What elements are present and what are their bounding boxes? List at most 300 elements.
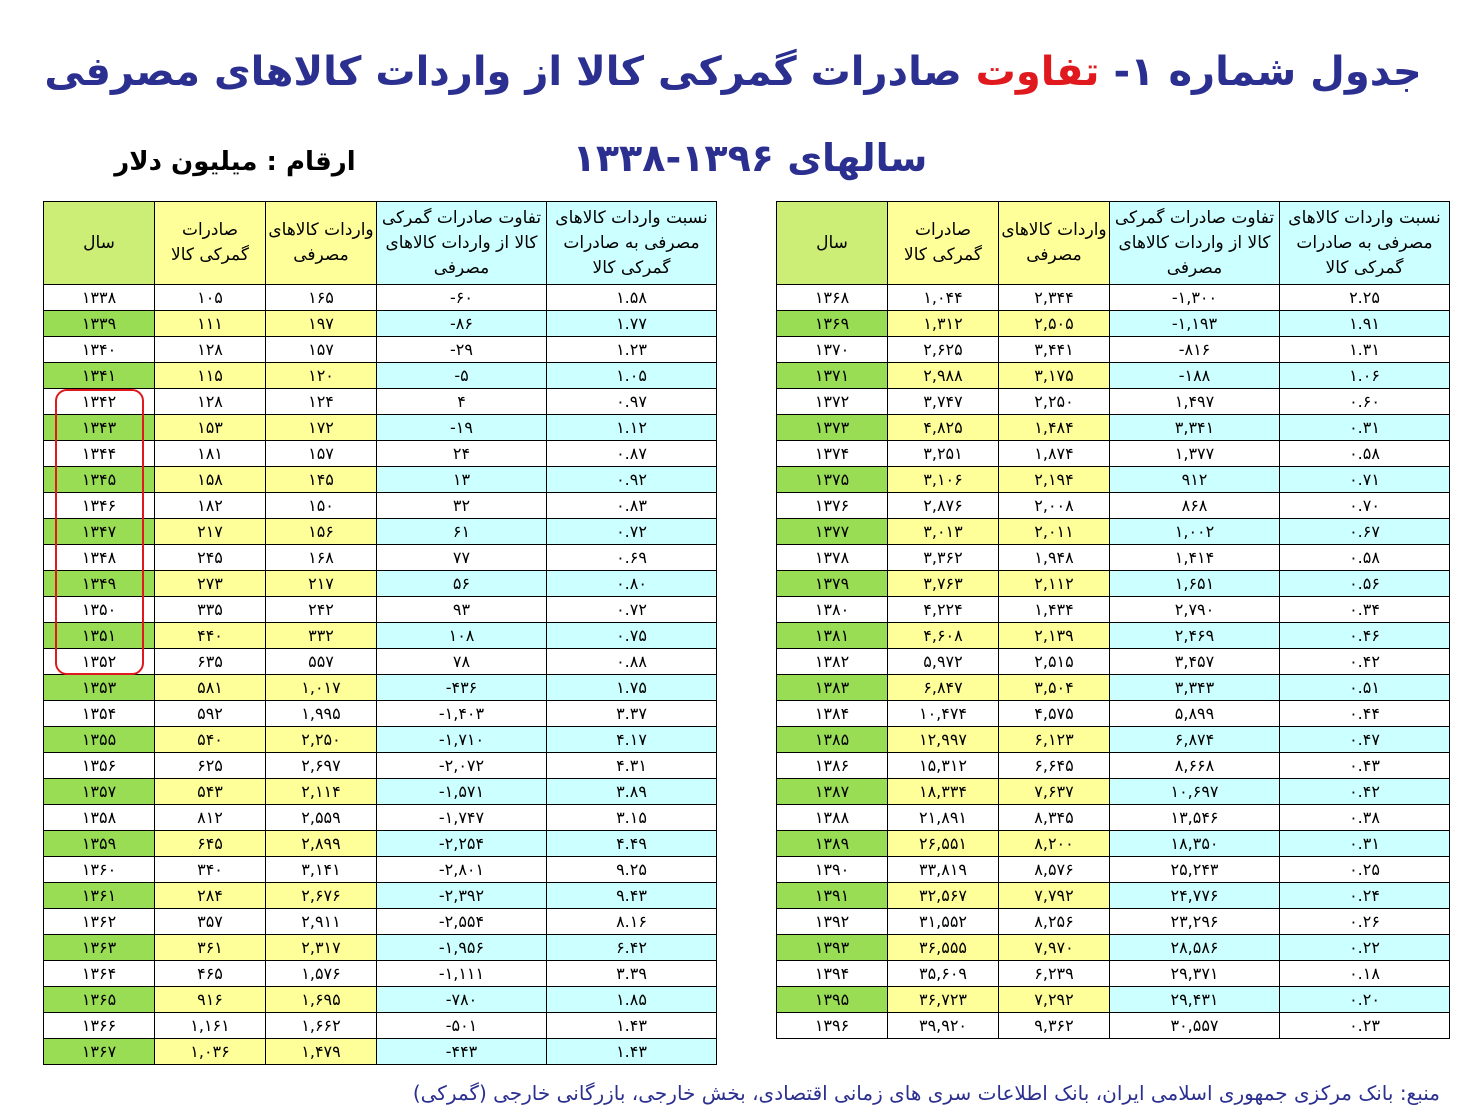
year-cell: ۱۳۸۳ — [777, 675, 888, 701]
year-cell: ۱۳۵۷ — [44, 779, 155, 805]
difference-cell: -۱۹ — [377, 415, 547, 441]
imports-cell: ۱,۴۸۴ — [999, 415, 1110, 441]
difference-cell: ۳۰,۵۵۷ — [1110, 1013, 1280, 1039]
difference-cell: -۱,۳۰۰ — [1110, 285, 1280, 311]
difference-cell: ۵,۸۹۹ — [1110, 701, 1280, 727]
table-row — [44, 311, 717, 337]
imports-cell: ۲,۰۰۸ — [999, 493, 1110, 519]
exports-cell: ۳۲,۵۶۷ — [888, 883, 999, 909]
table-row — [777, 701, 1450, 727]
year-cell: ۱۳۷۱ — [777, 363, 888, 389]
year-cell: ۱۳۷۴ — [777, 441, 888, 467]
header-ratio: نسبت واردات کالاهای مصرفی به صادرات گمرکی کالا — [1280, 202, 1450, 285]
year-cell: ۱۳۷۶ — [777, 493, 888, 519]
exports-cell: ۶,۸۴۷ — [888, 675, 999, 701]
header-exports: صادرات گمرکی کالا — [888, 202, 999, 285]
ratio-cell: ۹.۴۳ — [547, 883, 717, 909]
table-row — [44, 1039, 717, 1065]
year-cell: ۱۳۸۶ — [777, 753, 888, 779]
table-row — [777, 467, 1450, 493]
table-row — [44, 727, 717, 753]
imports-cell: ۲,۵۵۹ — [266, 805, 377, 831]
exports-cell: ۱,۳۱۲ — [888, 311, 999, 337]
imports-cell: ۳۳۲ — [266, 623, 377, 649]
ratio-cell: ۱.۸۵ — [547, 987, 717, 1013]
year-cell: ۱۳۹۲ — [777, 909, 888, 935]
table-row — [777, 311, 1450, 337]
difference-cell: -۱۸۸ — [1110, 363, 1280, 389]
imports-cell: ۳,۱۷۵ — [999, 363, 1110, 389]
difference-cell: -۱,۵۷۱ — [377, 779, 547, 805]
ratio-cell: ۰.۵۸ — [1280, 441, 1450, 467]
imports-cell: ۱۵۷ — [266, 441, 377, 467]
imports-cell: ۳,۴۴۱ — [999, 337, 1110, 363]
ratio-cell: ۶.۴۲ — [547, 935, 717, 961]
year-cell: ۱۳۸۸ — [777, 805, 888, 831]
difference-cell: ۳,۳۴۳ — [1110, 675, 1280, 701]
imports-cell: ۶,۶۴۵ — [999, 753, 1110, 779]
imports-cell: ۱,۹۴۸ — [999, 545, 1110, 571]
exports-cell: ۳۹,۹۲۰ — [888, 1013, 999, 1039]
table-row — [777, 1013, 1450, 1039]
difference-cell: -۲,۰۷۲ — [377, 753, 547, 779]
year-cell: ۱۳۶۷ — [44, 1039, 155, 1065]
difference-cell: ۱,۴۹۷ — [1110, 389, 1280, 415]
exports-cell: ۱۵۸ — [155, 467, 266, 493]
exports-cell: ۱,۰۳۶ — [155, 1039, 266, 1065]
year-cell: ۱۳۴۴ — [44, 441, 155, 467]
ratio-cell: ۰.۹۲ — [547, 467, 717, 493]
exports-cell: ۱۰۵ — [155, 285, 266, 311]
difference-cell: ۱۰۸ — [377, 623, 547, 649]
imports-cell: ۲,۹۱۱ — [266, 909, 377, 935]
table-row — [777, 337, 1450, 363]
table-row — [777, 857, 1450, 883]
year-cell: ۱۳۹۵ — [777, 987, 888, 1013]
table-row — [777, 649, 1450, 675]
ratio-cell: ۰.۵۸ — [1280, 545, 1450, 571]
difference-cell: -۴۴۳ — [377, 1039, 547, 1065]
ratio-cell: ۰.۳۱ — [1280, 831, 1450, 857]
exports-cell: ۳۳۵ — [155, 597, 266, 623]
difference-cell: -۲,۸۰۱ — [377, 857, 547, 883]
ratio-cell: ۰.۶۷ — [1280, 519, 1450, 545]
right-data-table — [776, 201, 1450, 1039]
difference-cell: ۱۸,۳۵۰ — [1110, 831, 1280, 857]
ratio-cell: ۴.۳۱ — [547, 753, 717, 779]
exports-cell: ۱۱۵ — [155, 363, 266, 389]
table-row — [44, 805, 717, 831]
ratio-cell: ۱.۰۵ — [547, 363, 717, 389]
imports-cell: ۱۷۲ — [266, 415, 377, 441]
table-row — [777, 597, 1450, 623]
exports-cell: ۳۳,۸۱۹ — [888, 857, 999, 883]
year-cell: ۱۳۵۰ — [44, 597, 155, 623]
header-imports: واردات کالاهای مصرفی — [266, 202, 377, 285]
ratio-cell: ۰.۲۴ — [1280, 883, 1450, 909]
exports-cell: ۳,۱۰۶ — [888, 467, 999, 493]
exports-cell: ۳۶۱ — [155, 935, 266, 961]
header-year: سال — [777, 202, 888, 285]
exports-cell: ۵,۹۷۲ — [888, 649, 999, 675]
ratio-cell: ۰.۴۷ — [1280, 727, 1450, 753]
imports-cell: ۱,۹۹۵ — [266, 701, 377, 727]
difference-cell: ۲۳,۲۹۶ — [1110, 909, 1280, 935]
imports-cell: ۱۵۷ — [266, 337, 377, 363]
left-data-table — [43, 201, 717, 1065]
ratio-cell: ۰.۳۱ — [1280, 415, 1450, 441]
imports-cell: ۶,۱۲۳ — [999, 727, 1110, 753]
table-row — [777, 389, 1450, 415]
imports-cell: ۸,۲۵۶ — [999, 909, 1110, 935]
ratio-cell: ۳.۸۹ — [547, 779, 717, 805]
exports-cell: ۴,۲۲۴ — [888, 597, 999, 623]
ratio-cell: ۱.۳۱ — [1280, 337, 1450, 363]
difference-cell: -۲,۳۹۲ — [377, 883, 547, 909]
exports-cell: ۵۴۳ — [155, 779, 266, 805]
exports-cell: ۱۸۱ — [155, 441, 266, 467]
ratio-cell: ۰.۲۵ — [1280, 857, 1450, 883]
difference-cell: ۸,۶۶۸ — [1110, 753, 1280, 779]
imports-cell: ۲,۵۰۵ — [999, 311, 1110, 337]
difference-cell: ۳,۳۴۱ — [1110, 415, 1280, 441]
exports-cell: ۴۶۵ — [155, 961, 266, 987]
header-imports: واردات کالاهای مصرفی — [999, 202, 1110, 285]
left-table-body — [44, 285, 717, 1065]
table-row — [44, 857, 717, 883]
imports-cell: ۲,۶۹۷ — [266, 753, 377, 779]
exports-cell: ۱۰,۴۷۴ — [888, 701, 999, 727]
ratio-cell: ۰.۴۶ — [1280, 623, 1450, 649]
difference-cell: -۵ — [377, 363, 547, 389]
imports-cell: ۱۶۵ — [266, 285, 377, 311]
table-row — [44, 623, 717, 649]
year-cell: ۱۳۴۵ — [44, 467, 155, 493]
year-cell: ۱۳۶۳ — [44, 935, 155, 961]
ratio-cell: ۳.۱۵ — [547, 805, 717, 831]
imports-cell: ۴,۵۷۵ — [999, 701, 1110, 727]
year-cell: ۱۳۵۶ — [44, 753, 155, 779]
exports-cell: ۶۳۵ — [155, 649, 266, 675]
year-cell: ۱۳۶۶ — [44, 1013, 155, 1039]
year-cell: ۱۳۵۸ — [44, 805, 155, 831]
table-row — [777, 779, 1450, 805]
page-subtitle: سالهای ۱۳۹۶-۱۳۳۸ — [572, 136, 928, 180]
difference-cell: ۱۳,۵۴۶ — [1110, 805, 1280, 831]
exports-cell: ۲,۹۸۸ — [888, 363, 999, 389]
imports-cell: ۲,۱۱۲ — [999, 571, 1110, 597]
ratio-cell: ۰.۴۲ — [1280, 779, 1450, 805]
header-exports: صادرات گمرکی کالا — [155, 202, 266, 285]
table-row — [777, 961, 1450, 987]
imports-cell: ۳,۵۰۴ — [999, 675, 1110, 701]
year-cell: ۱۳۵۱ — [44, 623, 155, 649]
table-row — [44, 961, 717, 987]
header-difference: تفاوت صادرات گمرکی کالا از واردات کالاهای مصرفی — [377, 202, 547, 285]
table-row — [777, 883, 1450, 909]
year-cell: ۱۳۸۱ — [777, 623, 888, 649]
year-cell: ۱۳۶۴ — [44, 961, 155, 987]
exports-cell: ۳۶,۷۲۳ — [888, 987, 999, 1013]
year-cell: ۱۳۵۴ — [44, 701, 155, 727]
exports-cell: ۵۸۱ — [155, 675, 266, 701]
year-cell: ۱۳۸۲ — [777, 649, 888, 675]
table-row — [777, 415, 1450, 441]
imports-cell: ۶,۲۳۹ — [999, 961, 1110, 987]
table-header-row — [44, 202, 717, 285]
difference-cell: ۷۸ — [377, 649, 547, 675]
difference-cell: ۴ — [377, 389, 547, 415]
difference-cell: -۶۰ — [377, 285, 547, 311]
imports-cell: ۲۱۷ — [266, 571, 377, 597]
exports-cell: ۵۴۰ — [155, 727, 266, 753]
exports-cell: ۲,۶۲۵ — [888, 337, 999, 363]
exports-cell: ۱,۱۶۱ — [155, 1013, 266, 1039]
difference-cell: -۲,۲۵۴ — [377, 831, 547, 857]
ratio-cell: ۰.۳۸ — [1280, 805, 1450, 831]
table-row — [777, 571, 1450, 597]
table-row — [44, 389, 717, 415]
ratio-cell: ۰.۸۷ — [547, 441, 717, 467]
table-row — [44, 779, 717, 805]
year-cell: ۱۳۵۳ — [44, 675, 155, 701]
year-cell: ۱۳۴۰ — [44, 337, 155, 363]
highlight-box — [55, 389, 144, 675]
difference-cell: -۴۳۶ — [377, 675, 547, 701]
difference-cell: -۲۹ — [377, 337, 547, 363]
difference-cell: -۸۱۶ — [1110, 337, 1280, 363]
header-difference: تفاوت صادرات گمرکی کالا از واردات کالاهای مصرفی — [1110, 202, 1280, 285]
imports-cell: ۱۲۴ — [266, 389, 377, 415]
ratio-cell: ۰.۶۰ — [1280, 389, 1450, 415]
ratio-cell: ۲.۲۵ — [1280, 285, 1450, 311]
imports-cell: ۱,۶۶۲ — [266, 1013, 377, 1039]
imports-cell: ۸,۵۷۶ — [999, 857, 1110, 883]
ratio-cell: ۰.۴۴ — [1280, 701, 1450, 727]
table-row — [44, 935, 717, 961]
year-cell: ۱۳۹۳ — [777, 935, 888, 961]
ratio-cell: ۰.۳۴ — [1280, 597, 1450, 623]
table-row — [777, 493, 1450, 519]
difference-cell: ۳,۴۵۷ — [1110, 649, 1280, 675]
year-cell: ۱۳۶۹ — [777, 311, 888, 337]
table-row — [777, 545, 1450, 571]
year-cell: ۱۳۹۰ — [777, 857, 888, 883]
exports-cell: ۲۸۴ — [155, 883, 266, 909]
year-cell: ۱۳۴۹ — [44, 571, 155, 597]
exports-cell: ۱۵۳ — [155, 415, 266, 441]
year-cell: ۱۳۸۰ — [777, 597, 888, 623]
ratio-cell: ۰.۲۶ — [1280, 909, 1450, 935]
exports-cell: ۴,۸۲۵ — [888, 415, 999, 441]
year-cell: ۱۳۷۰ — [777, 337, 888, 363]
ratio-cell: ۰.۷۰ — [1280, 493, 1450, 519]
ratio-cell: ۰.۷۲ — [547, 597, 717, 623]
imports-cell: ۲,۰۱۱ — [999, 519, 1110, 545]
imports-cell: ۳,۱۴۱ — [266, 857, 377, 883]
ratio-cell: ۰.۷۲ — [547, 519, 717, 545]
exports-cell: ۱۵,۳۱۲ — [888, 753, 999, 779]
imports-cell: ۱۵۶ — [266, 519, 377, 545]
ratio-cell: ۰.۸۳ — [547, 493, 717, 519]
exports-cell: ۲۱,۸۹۱ — [888, 805, 999, 831]
imports-cell: ۱,۰۱۷ — [266, 675, 377, 701]
difference-cell: -۱,۹۵۶ — [377, 935, 547, 961]
exports-cell: ۳۶,۵۵۵ — [888, 935, 999, 961]
table-row — [44, 675, 717, 701]
table-row — [44, 493, 717, 519]
ratio-cell: ۰.۵۱ — [1280, 675, 1450, 701]
year-cell: ۱۳۶۲ — [44, 909, 155, 935]
ratio-cell: ۰.۲۳ — [1280, 1013, 1450, 1039]
imports-cell: ۷,۹۷۰ — [999, 935, 1110, 961]
difference-cell: ۱,۶۵۱ — [1110, 571, 1280, 597]
difference-cell: ۲۴ — [377, 441, 547, 467]
year-cell: ۱۳۵۹ — [44, 831, 155, 857]
imports-cell: ۵۵۷ — [266, 649, 377, 675]
difference-cell: -۱,۷۴۷ — [377, 805, 547, 831]
ratio-cell: ۱.۵۸ — [547, 285, 717, 311]
imports-cell: ۱۴۵ — [266, 467, 377, 493]
difference-cell: ۹۳ — [377, 597, 547, 623]
difference-cell: ۲۴,۷۷۶ — [1110, 883, 1280, 909]
year-cell: ۱۳۴۷ — [44, 519, 155, 545]
exports-cell: ۱۱۱ — [155, 311, 266, 337]
table-row — [44, 883, 717, 909]
title-highlight: تفاوت — [975, 49, 1100, 95]
imports-cell: ۱,۸۷۴ — [999, 441, 1110, 467]
exports-cell: ۳۴۰ — [155, 857, 266, 883]
ratio-cell: ۰.۷۵ — [547, 623, 717, 649]
year-cell: ۱۳۹۴ — [777, 961, 888, 987]
ratio-cell: ۱.۱۲ — [547, 415, 717, 441]
ratio-cell: ۱.۰۶ — [1280, 363, 1450, 389]
table-row — [44, 753, 717, 779]
difference-cell: ۶,۸۷۴ — [1110, 727, 1280, 753]
ratio-cell: ۰.۸۸ — [547, 649, 717, 675]
ratio-cell: ۱.۷۵ — [547, 675, 717, 701]
table-row — [44, 363, 717, 389]
ratio-cell: ۰.۲۰ — [1280, 987, 1450, 1013]
imports-cell: ۱,۴۳۴ — [999, 597, 1110, 623]
year-cell: ۱۳۷۹ — [777, 571, 888, 597]
difference-cell: ۳۲ — [377, 493, 547, 519]
exports-cell: ۲۶,۵۵۱ — [888, 831, 999, 857]
table-row — [44, 831, 717, 857]
exports-cell: ۲۷۳ — [155, 571, 266, 597]
ratio-cell: ۱.۲۳ — [547, 337, 717, 363]
ratio-cell: ۰.۸۰ — [547, 571, 717, 597]
difference-cell: -۱,۱۱۱ — [377, 961, 547, 987]
imports-cell: ۲,۳۱۷ — [266, 935, 377, 961]
year-cell: ۱۳۶۵ — [44, 987, 155, 1013]
ratio-cell: ۸.۱۶ — [547, 909, 717, 935]
year-cell: ۱۳۴۸ — [44, 545, 155, 571]
exports-cell: ۲۴۵ — [155, 545, 266, 571]
ratio-cell: ۱.۹۱ — [1280, 311, 1450, 337]
imports-cell: ۹,۳۶۲ — [999, 1013, 1110, 1039]
difference-cell: ۹۱۲ — [1110, 467, 1280, 493]
imports-cell: ۱,۶۹۵ — [266, 987, 377, 1013]
ratio-cell: ۰.۴۳ — [1280, 753, 1450, 779]
unit-label: ارقام : میلیون دلار — [114, 147, 356, 177]
year-cell: ۱۳۸۵ — [777, 727, 888, 753]
year-cell: ۱۳۴۲ — [44, 389, 155, 415]
difference-cell: -۸۶ — [377, 311, 547, 337]
exports-cell: ۴۴۰ — [155, 623, 266, 649]
ratio-cell: ۴.۴۹ — [547, 831, 717, 857]
imports-cell: ۲,۲۵۰ — [999, 389, 1110, 415]
ratio-cell: ۰.۵۶ — [1280, 571, 1450, 597]
difference-cell: ۲,۷۹۰ — [1110, 597, 1280, 623]
year-cell: ۱۳۷۸ — [777, 545, 888, 571]
difference-cell: ۶۱ — [377, 519, 547, 545]
year-cell: ۱۳۷۵ — [777, 467, 888, 493]
table-header-row — [777, 202, 1450, 285]
ratio-cell: ۹.۲۵ — [547, 857, 717, 883]
imports-cell: ۲۴۲ — [266, 597, 377, 623]
year-cell: ۱۳۷۷ — [777, 519, 888, 545]
difference-cell: ۱,۳۷۷ — [1110, 441, 1280, 467]
table-row — [777, 363, 1450, 389]
year-cell: ۱۳۴۱ — [44, 363, 155, 389]
exports-cell: ۱۲۸ — [155, 337, 266, 363]
imports-cell: ۱۲۰ — [266, 363, 377, 389]
title-prefix: جدول شماره ۱- — [1099, 49, 1422, 95]
table-row — [777, 805, 1450, 831]
exports-cell: ۱۲۸ — [155, 389, 266, 415]
table-row — [44, 701, 717, 727]
table-row — [44, 1013, 717, 1039]
difference-cell: -۷۸۰ — [377, 987, 547, 1013]
table-row — [44, 337, 717, 363]
year-cell: ۱۳۶۰ — [44, 857, 155, 883]
exports-cell: ۳,۰۱۳ — [888, 519, 999, 545]
difference-cell: ۱,۰۰۲ — [1110, 519, 1280, 545]
ratio-cell: ۰.۴۲ — [1280, 649, 1450, 675]
imports-cell: ۲,۳۴۴ — [999, 285, 1110, 311]
exports-cell: ۱۲,۹۹۷ — [888, 727, 999, 753]
imports-cell: ۲,۵۱۵ — [999, 649, 1110, 675]
ratio-cell: ۳.۳۷ — [547, 701, 717, 727]
ratio-cell: ۱.۷۷ — [547, 311, 717, 337]
table-row — [44, 909, 717, 935]
imports-cell: ۲,۸۹۹ — [266, 831, 377, 857]
exports-cell: ۳,۷۶۳ — [888, 571, 999, 597]
table-row — [777, 935, 1450, 961]
year-cell: ۱۳۵۲ — [44, 649, 155, 675]
difference-cell: ۲,۴۶۹ — [1110, 623, 1280, 649]
exports-cell: ۲۱۷ — [155, 519, 266, 545]
year-cell: ۱۳۶۱ — [44, 883, 155, 909]
exports-cell: ۲,۸۷۶ — [888, 493, 999, 519]
table-row — [44, 441, 717, 467]
difference-cell: ۵۶ — [377, 571, 547, 597]
table-row — [44, 467, 717, 493]
table-row — [777, 675, 1450, 701]
year-cell: ۱۳۸۷ — [777, 779, 888, 805]
title-suffix: صادرات گمرکی کالا از واردات کالاهای مصرفی — [44, 49, 976, 95]
imports-cell: ۱۵۰ — [266, 493, 377, 519]
imports-cell: ۷,۷۹۲ — [999, 883, 1110, 909]
table-row — [777, 519, 1450, 545]
table-row — [44, 545, 717, 571]
year-cell: ۱۳۳۹ — [44, 311, 155, 337]
table-row — [44, 987, 717, 1013]
table-row — [777, 987, 1450, 1013]
ratio-cell: ۴.۱۷ — [547, 727, 717, 753]
imports-cell: ۲,۱۹۴ — [999, 467, 1110, 493]
